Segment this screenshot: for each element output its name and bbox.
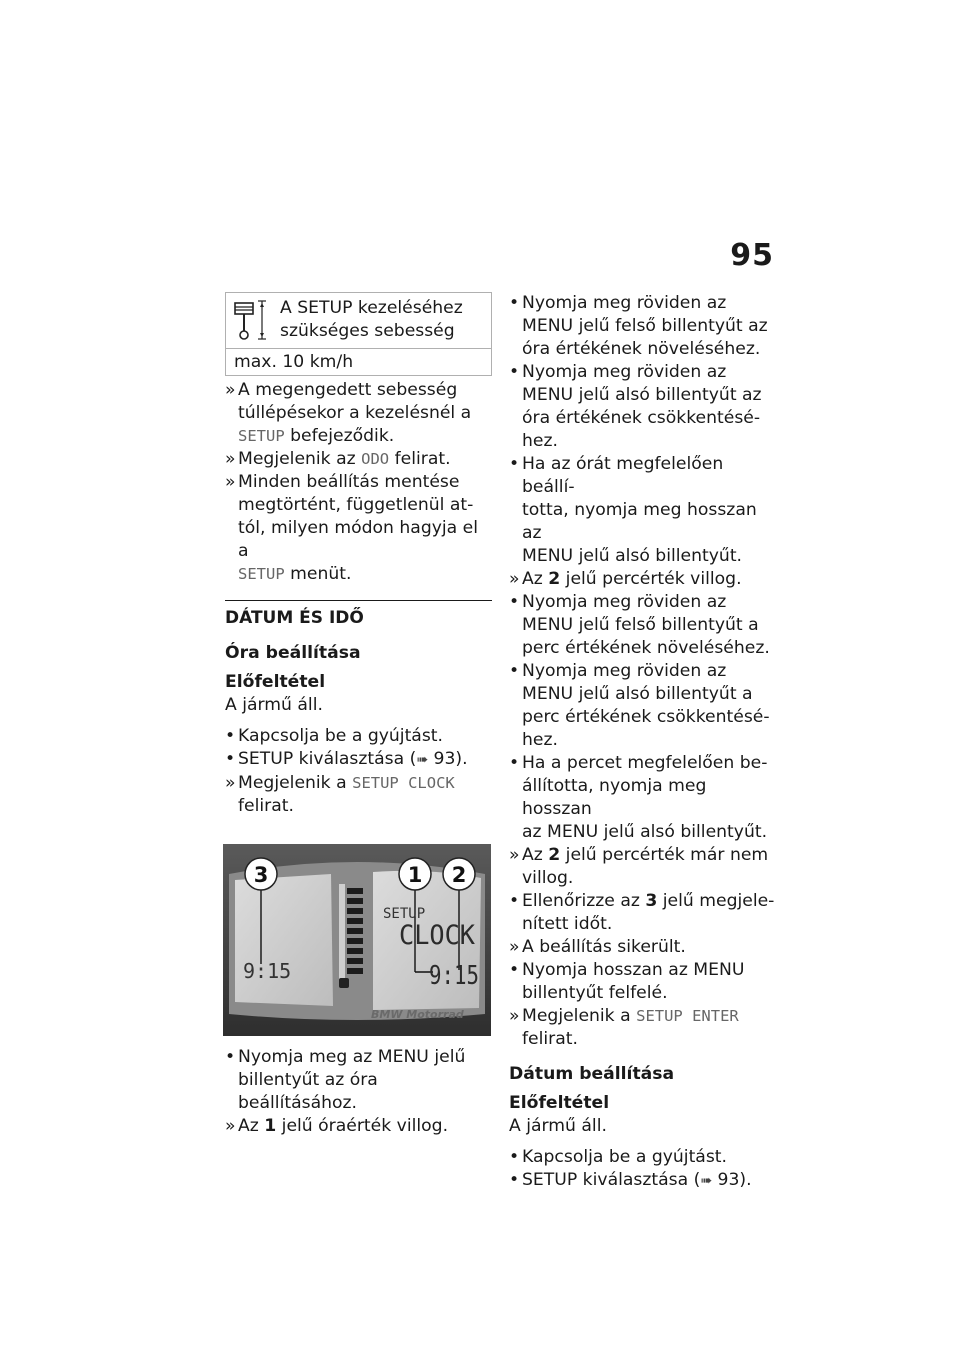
callout-2: 2 xyxy=(451,863,467,887)
result-marker: » xyxy=(225,773,236,793)
step-decrease-minute: • Nyomja meg röviden az MENU jelű alsó billentyűt a perc értékének csökkentésé- hez. xyxy=(509,661,770,750)
page-reference-link[interactable]: 93 xyxy=(433,749,456,769)
engine-piston-icon xyxy=(232,297,270,345)
step-bullet: • xyxy=(509,1147,520,1167)
result-marker: » xyxy=(225,380,236,400)
step-select-setup: • SETUP kiválasztása (➠ 93). xyxy=(225,749,468,769)
precondition-text: A jármű áll. xyxy=(225,695,323,715)
page-reference-link[interactable]: 93 xyxy=(717,1170,740,1190)
precondition-text: A jármű áll. xyxy=(509,1116,607,1136)
left-column xyxy=(225,292,492,1138)
step-decrease-hour: • Nyomja meg röviden az MENU jelű alsó billentyűt az óra értékének csökkentésé- hez. xyxy=(509,362,762,451)
step-bullet: • xyxy=(509,1170,520,1190)
result-setup-clock: » Megjelenik a SETUP CLOCK felirat. xyxy=(225,773,455,816)
step-select-setup: • SETUP kiválasztása (➠ 93). xyxy=(509,1170,752,1190)
spec-value: max. 10 km/h xyxy=(226,348,491,375)
step-bullet: • xyxy=(509,592,520,612)
spec-label: A SETUP kezeléséhez szükséges sebesség xyxy=(280,298,463,341)
result-marker: » xyxy=(509,569,520,589)
callout-3: 3 xyxy=(253,863,269,887)
instrument-cluster-photo xyxy=(223,844,491,1036)
step-confirm-hour: • Ha az órát megfelelően beállí- totta, nyomja meg hosszan az MENU jelű alsó billentyűt. xyxy=(509,454,757,566)
step-press-menu: • Nyomja meg az MENU jelű billentyűt az óra beállításához. xyxy=(225,1047,466,1113)
result-hour-blinks: » Az 1 jelű óraérték villog. xyxy=(225,1116,449,1136)
result-marker: » xyxy=(509,845,520,865)
subheading-clock: Óra beállítása xyxy=(225,643,361,663)
right-column xyxy=(509,292,775,1193)
result-settings-saved: » Minden beállítás mentése megtörtént, függetlenül at- tól, milyen módon hagyja el a SETUP menüt. xyxy=(225,472,479,584)
step-ignition: • Kapcsolja be a gyújtást. xyxy=(225,726,443,746)
step-ignition: • Kapcsolja be a gyújtást. xyxy=(509,1147,727,1167)
result-setup-enter: » Megjelenik a SETUP ENTER felirat. xyxy=(509,1006,739,1049)
result-marker: » xyxy=(509,1006,520,1026)
result-marker: » xyxy=(225,472,236,492)
step-confirm-minute: • Ha a percet megfelelően be- állította, nyomja meg hosszan az MENU jelű alsó billentyűt. xyxy=(509,753,768,842)
subheading-precondition: Előfeltétel xyxy=(509,1093,610,1113)
step-bullet: • xyxy=(509,753,520,773)
result-marker: » xyxy=(225,449,236,469)
fuel-pump-icon xyxy=(339,978,349,988)
step-bullet: • xyxy=(509,293,520,313)
step-bullet: • xyxy=(509,661,520,681)
lcd-setup-text: SETUP xyxy=(383,906,426,922)
result-minute-stops-blinking: » Az 2 jelű percérték már nem villog. xyxy=(509,845,769,888)
brand-logo-text: BMW Motorrad xyxy=(371,1008,464,1021)
lcd-time-right: 9:15 xyxy=(429,961,479,991)
result-minute-blinks: » Az 2 jelű percérték villog. xyxy=(509,569,742,589)
subheading-date: Dátum beállítása xyxy=(509,1064,675,1084)
step-bullet: • xyxy=(509,960,520,980)
section-title: DÁTUM ÉS IDŐ xyxy=(225,608,364,628)
step-increase-hour: • Nyomja meg röviden az MENU jelű felső billentyűt az óra értékének növeléséhez. xyxy=(509,293,768,359)
step-bullet: • xyxy=(509,362,520,382)
section-divider xyxy=(225,600,492,607)
subheading-precondition: Előfeltétel xyxy=(225,672,326,692)
result-marker: » xyxy=(225,1116,236,1136)
step-increase-minute: • Nyomja meg röviden az MENU jelű felső billentyűt a perc értékének növeléséhez. xyxy=(509,592,770,658)
step-check-time: • Ellenőrizze az 3 jelű megjele- nített időt. xyxy=(509,891,775,934)
lcd-time-left: 9:15 xyxy=(243,959,292,983)
result-setting-success: » A beállítás sikerült. xyxy=(509,937,686,957)
step-bullet: • xyxy=(225,726,236,746)
result-marker: » xyxy=(509,937,520,957)
step-bullet: • xyxy=(225,1047,236,1067)
callout-1: 1 xyxy=(407,863,423,887)
page-reference-arrow-icon: ➠ xyxy=(700,1173,713,1189)
step-bullet: • xyxy=(225,749,236,769)
result-speed-exceeded: » A megengedett sebesség túllépésekor a kezelésnél a SETUP befejeződik. xyxy=(225,380,472,446)
result-odo-shown: » Megjelenik az ODO felirat. xyxy=(225,449,451,469)
spec-header xyxy=(226,293,491,348)
step-bullet: • xyxy=(509,454,520,474)
step-press-menu-long: • Nyomja hosszan az MENU billentyűt felfelé. xyxy=(509,960,745,1003)
step-bullet: • xyxy=(509,891,520,911)
lcd-clock-text: CLOCK xyxy=(399,920,476,951)
page-number: 95 xyxy=(730,238,774,273)
page-reference-arrow-icon: ➠ xyxy=(416,752,429,768)
speed-spec-table xyxy=(225,292,492,376)
